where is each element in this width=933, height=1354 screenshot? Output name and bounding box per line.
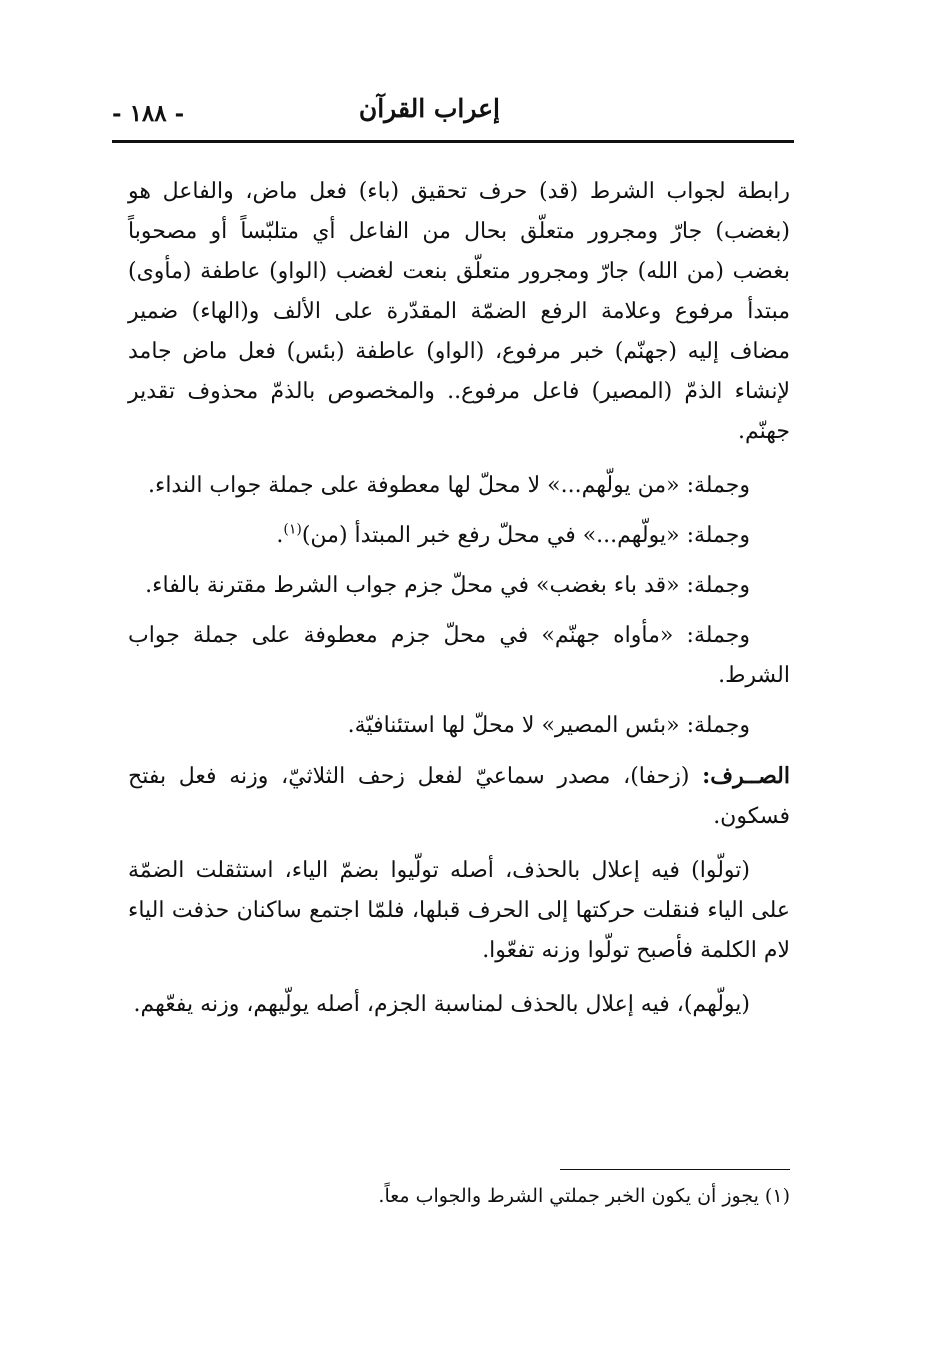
morphology-label: الصــرف: — [702, 763, 790, 789]
footnote-divider — [560, 1169, 790, 1170]
paragraph-7-text: (زحفا)، مصدر سماعيّ لفعل زحف الثلاثيّ، وزنه فعل بفتح فسكون. — [128, 764, 790, 829]
paragraph-3-text: وجملة: «يولّهم...» في محلّ رفع خبر المبتدأ (من) — [301, 523, 750, 548]
paragraph-3 — [128, 516, 790, 556]
paragraph-7 — [128, 756, 790, 837]
paragraph-9: (يولّهم)، فيه إعلال بالحذف لمناسبة الجزم، أصله يولّيهم، وزنه يفعّهم. — [133, 992, 750, 1017]
running-title: إعراب القرآن — [358, 94, 500, 123]
footnote: (١) يجوز أن يكون الخبر جملتي الشرط والجواب معاً. — [378, 1185, 790, 1207]
paragraph-8: (تولّوا) فيه إعلال بالحذف، أصله تولّيوا بضمّ الياء، استثقلت الضمّة على الياء فنقلت حركتها إلى الحرف قبلها، فلمّا اجتمع ساكنان حذفت الياء لام الكلمة فأصبح تولّوا وزنه تفعّوا. — [128, 858, 790, 963]
paragraph-4: وجملة: «قد باء بغضب» في محلّ جزم جواب الشرط مقترنة بالفاء. — [145, 573, 750, 598]
page-number: - ١٨٨ - — [112, 100, 185, 127]
header-divider — [112, 140, 794, 143]
footnote-reference: (١) — [283, 521, 302, 538]
paragraph-5: وجملة: «مأواه جهنّم» في محلّ جزم معطوفة على جملة جواب الشرط. — [128, 623, 790, 688]
paragraph-1: رابطة لجواب الشرط (قد) حرف تحقيق (باء) فعل ماض، والفاعل هو (بغضب) جارّ ومجرور متعلّق بحال من الفاعل أي متلبّساً أو مصحوباً بغضب (من الله) جارّ ومجرور متعلّق بنعت لغضب (الواو) عاطفة (مأوى) مبتدأ مرفوع وعلامة الرفع الضمّة المقدّرة على الألف و(الهاء) ضمير مضاف إليه (جهنّم) خبر مرفوع، (الواو) عاطفة (بئس) فعل ماض جامد لإنشاء الذمّ (المصير) فاعل مرفوع.. والمخصوص بالذمّ محذوف تقدير جهنّم. — [128, 179, 790, 444]
body-text — [128, 172, 790, 1035]
page-header — [112, 90, 792, 136]
paragraph-3-end: . — [276, 523, 284, 548]
paragraph-2: وجملة: «من يولّهم...» لا محلّ لها معطوفة على جملة جواب النداء. — [147, 473, 750, 498]
paragraph-6: وجملة: «بئس المصير» لا محلّ لها استئنافيّة. — [347, 713, 750, 738]
